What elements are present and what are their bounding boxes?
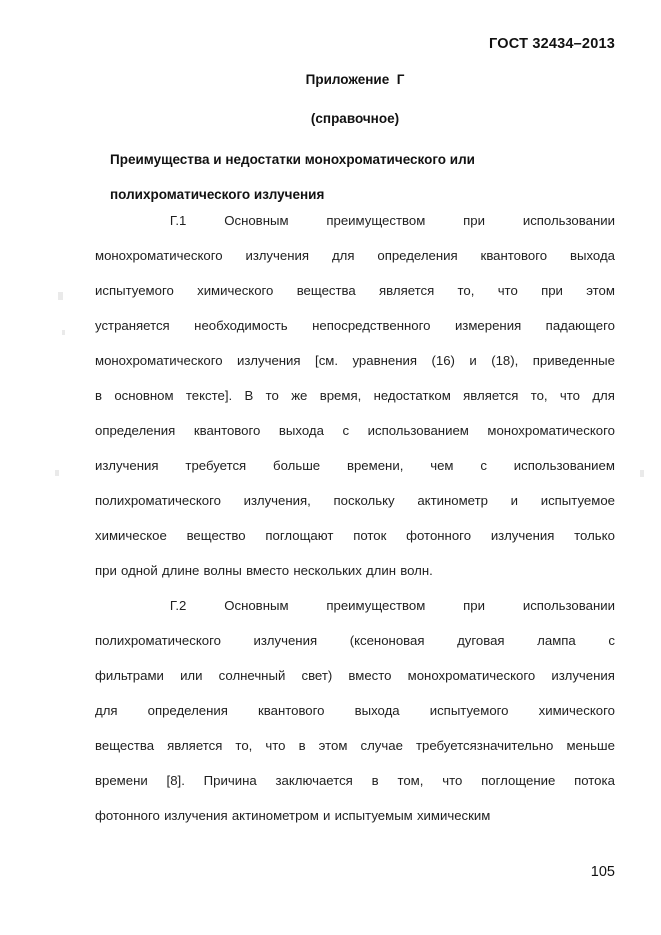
text-line [95, 763, 615, 798]
text-line [95, 203, 615, 238]
word: Причина [203, 773, 257, 788]
word: поскольку [333, 493, 395, 508]
word: вещество [186, 528, 246, 543]
word: требуетсязначительно [415, 738, 554, 753]
word: излучения, [243, 493, 311, 508]
word: в [298, 738, 306, 753]
word: поглощают [265, 528, 334, 543]
text-line [95, 238, 615, 273]
word: излучения [551, 668, 615, 683]
word: время, [319, 388, 362, 403]
word: только [574, 528, 615, 543]
word: монохроматического [487, 423, 615, 438]
word: испытуемым [334, 808, 413, 823]
word: химического [197, 283, 274, 298]
word: лампа [537, 633, 576, 648]
word: чем [430, 458, 454, 473]
word: квантового [480, 248, 548, 263]
word: Основным [224, 213, 289, 228]
word: химическим [416, 808, 491, 823]
text-line [95, 728, 615, 763]
word: излучения [490, 528, 555, 543]
word: вещества [95, 738, 155, 753]
word: больше [273, 458, 321, 473]
word: (16) [431, 353, 455, 368]
word: испытуемого [95, 283, 174, 298]
word: излучения [164, 808, 228, 823]
word: то, [235, 738, 253, 753]
word: использованием [513, 458, 615, 473]
word: времени [95, 773, 148, 788]
word: преимуществом [326, 213, 426, 228]
word: излучения [253, 633, 318, 648]
word: монохроматического [95, 353, 223, 368]
text-line [95, 623, 615, 658]
word: что [497, 283, 518, 298]
word: использовании [522, 598, 615, 613]
word: актинометр [417, 493, 488, 508]
word: приведенные [532, 353, 615, 368]
word: нескольких [293, 563, 362, 578]
word: химическое [95, 528, 167, 543]
word: выхода [278, 423, 324, 438]
word: непосредственного [312, 318, 431, 333]
annex-heading-line-1: Преимущества и недостатки монохроматического или [110, 152, 475, 167]
word: определения [147, 703, 228, 718]
word: выхода [354, 703, 400, 718]
text-line [95, 448, 615, 483]
word: является [167, 738, 223, 753]
clause-number: Г.1 [169, 213, 187, 228]
text-line [95, 518, 615, 553]
paragraph [95, 588, 615, 833]
word: определения [95, 423, 176, 438]
word: монохроматического [407, 668, 536, 683]
annex-heading [110, 142, 600, 212]
word: [см. [315, 353, 339, 368]
word: устраняется [95, 318, 170, 333]
word: меньше [566, 738, 615, 753]
word: вместо [348, 668, 392, 683]
word: и [510, 493, 519, 508]
word: в [95, 388, 103, 403]
word: волн. [400, 563, 433, 578]
word: (18), [491, 353, 519, 368]
word: дуговая [457, 633, 505, 648]
word: химического [538, 703, 615, 718]
word: волны [203, 563, 242, 578]
text-line [95, 273, 615, 308]
word: же [291, 388, 308, 403]
clause-number: Г.2 [169, 598, 187, 613]
word: тексте]. [185, 388, 233, 403]
word: при [95, 563, 117, 578]
word: при [463, 598, 485, 613]
word: что [559, 388, 581, 403]
word: одной [121, 563, 158, 578]
word: измерения [454, 318, 522, 333]
text-line [95, 588, 615, 623]
word: уравнения [352, 353, 418, 368]
word: то, [530, 388, 548, 403]
word: полихроматического [95, 493, 221, 508]
word: актинометром [231, 808, 319, 823]
word: квантового [257, 703, 325, 718]
word: вместо [246, 563, 290, 578]
paragraph [95, 203, 615, 588]
word: падающего [545, 318, 615, 333]
word: полихроматического [95, 633, 221, 648]
word: этом [586, 283, 615, 298]
word: для [95, 703, 118, 718]
text-line [95, 798, 615, 833]
word: в [371, 773, 379, 788]
word: использованием [367, 423, 469, 438]
word: необходимость [194, 318, 288, 333]
word: основном [114, 388, 174, 403]
page-number: 105 [590, 864, 615, 880]
text-line [95, 483, 615, 518]
word: является [463, 388, 519, 403]
word: и [323, 808, 331, 823]
word: при [541, 283, 563, 298]
annex-heading-line-2: полихроматического излучения [110, 187, 325, 202]
word: длин [365, 563, 397, 578]
word: использовании [522, 213, 615, 228]
word: испытуемое [540, 493, 615, 508]
scan-artifact [58, 292, 63, 300]
word: поглощение [481, 773, 556, 788]
body-text [95, 203, 615, 833]
scan-artifact [55, 470, 59, 476]
word: длине [161, 563, 200, 578]
word: фотонного [95, 808, 160, 823]
word: излучения [245, 248, 310, 263]
word: (ксеноновая [349, 633, 425, 648]
word: поток [353, 528, 387, 543]
word: определения [377, 248, 458, 263]
word: испытуемого [429, 703, 509, 718]
word: выхода [569, 248, 615, 263]
annex-kind: (справочное) [310, 111, 400, 126]
word: излучения [237, 353, 301, 368]
word: излучения [95, 458, 159, 473]
scan-artifact [640, 470, 644, 477]
word: В [244, 388, 254, 403]
word: то [265, 388, 279, 403]
word: требуется [185, 458, 247, 473]
word: времени, [346, 458, 404, 473]
word: монохроматического [95, 248, 223, 263]
word: квантового [193, 423, 261, 438]
word: и [469, 353, 477, 368]
word: свет) [301, 668, 333, 683]
word: заключается [275, 773, 353, 788]
word: или [180, 668, 203, 683]
word: то, [457, 283, 475, 298]
word: [8]. [166, 773, 185, 788]
word: для [592, 388, 615, 403]
word: фотонного [406, 528, 472, 543]
word: преимуществом [326, 598, 426, 613]
text-line [95, 693, 615, 728]
word: с [480, 458, 487, 473]
word: с [342, 423, 350, 438]
scan-artifact [62, 330, 65, 335]
word: является [379, 283, 435, 298]
word: недостатком [373, 388, 451, 403]
word: с [608, 633, 615, 648]
word: что [442, 773, 463, 788]
standard-header: ГОСТ 32434–2013 [489, 36, 615, 52]
word: случае [360, 738, 403, 753]
text-line [95, 308, 615, 343]
text-line [95, 658, 615, 693]
text-line [95, 553, 615, 588]
word: при [463, 213, 485, 228]
annex-label: Приложение Г [305, 72, 405, 87]
word: потока [574, 773, 615, 788]
word: вещества [296, 283, 356, 298]
text-line [95, 378, 615, 413]
word: том, [397, 773, 424, 788]
word: этом [318, 738, 348, 753]
annex-title-block [95, 62, 615, 212]
word: фильтрами [95, 668, 164, 683]
word: солнечный [218, 668, 286, 683]
word: Основным [224, 598, 289, 613]
word: для [331, 248, 355, 263]
word: что [265, 738, 286, 753]
text-line [95, 343, 615, 378]
text-line [95, 413, 615, 448]
